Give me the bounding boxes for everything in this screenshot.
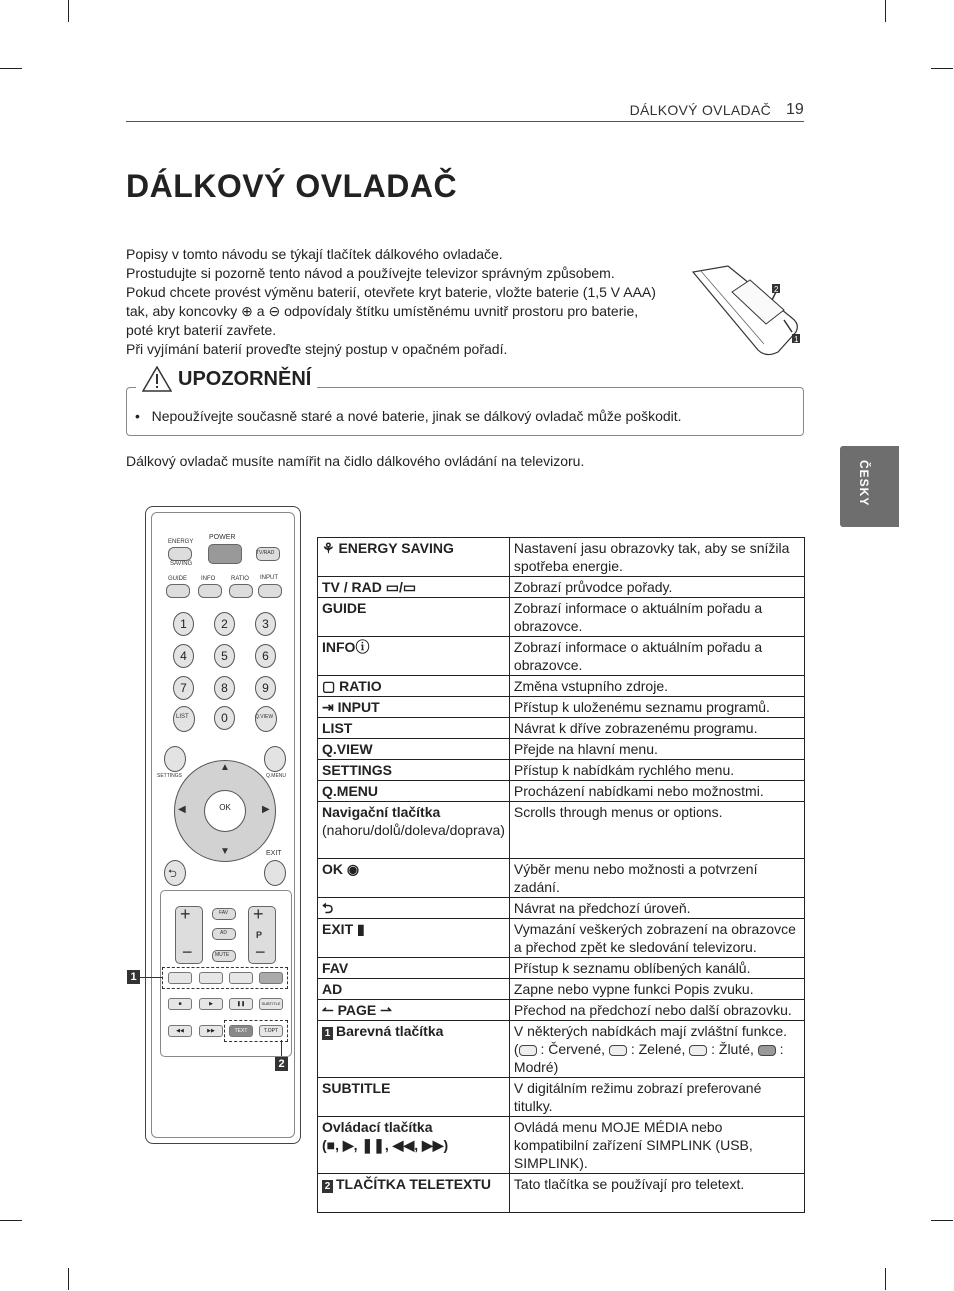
callout-badge: 2 bbox=[322, 1180, 333, 1193]
input-label: INPUT bbox=[260, 575, 278, 581]
mute-label: MUTE bbox=[215, 952, 230, 958]
page-number: 19 bbox=[786, 101, 804, 118]
table-row bbox=[318, 538, 805, 577]
settings-button bbox=[164, 746, 186, 772]
button-description: Přechod na předchozí nebo další obrazovku. bbox=[509, 1000, 804, 1021]
crop-mark bbox=[885, 0, 886, 22]
back-icon: ⮌ bbox=[168, 868, 177, 880]
crop-mark bbox=[931, 68, 953, 69]
info-icon: ⓘ bbox=[355, 639, 370, 655]
running-header: DÁLKOVÝ OVLADAČ bbox=[629, 102, 771, 118]
button-description: Přejde na hlavní menu. bbox=[509, 739, 804, 760]
intro-line: Při vyjímání baterií proveďte stejný postup v opačném pořadí. bbox=[126, 341, 508, 357]
button-name: OK ◉ bbox=[318, 859, 510, 898]
button-name: Q.MENU bbox=[318, 781, 510, 802]
digit-button: 7 bbox=[173, 676, 194, 700]
input-icon: ⇥ bbox=[322, 699, 338, 715]
tv-rad-label: TV/RAD bbox=[256, 550, 275, 556]
power-label: POWER bbox=[209, 534, 236, 541]
fast-forward-button: ▶▶ bbox=[199, 1025, 223, 1037]
volume-minus-icon: − bbox=[182, 942, 193, 962]
button-description: Zobrazí průvodce pořady. bbox=[509, 577, 804, 598]
crop-mark bbox=[885, 1268, 886, 1290]
button-name: GUIDE bbox=[318, 598, 510, 637]
language-tab bbox=[840, 446, 899, 527]
aim-instruction: Dálkový ovladač musíte namířit na čidlo dálkového ovládání na televizoru. bbox=[126, 453, 585, 469]
button-description: Tato tlačítka se používají pro teletext. bbox=[509, 1174, 804, 1213]
header-rule bbox=[126, 121, 804, 122]
button-name: SUBTITLE bbox=[318, 1078, 510, 1117]
button-description: Vymazání veškerých zobrazení na obrazovce a přechod zpět ke sledování televizoru. bbox=[509, 919, 804, 958]
svg-text:1: 1 bbox=[794, 335, 799, 344]
button-name: Navigační tlačítka (nahoru/dolů/doleva/doprava) bbox=[318, 802, 510, 859]
down-arrow-icon: ▼ bbox=[220, 846, 230, 857]
text-button: TEXT bbox=[229, 1025, 253, 1037]
button-name: INFOⓘ bbox=[318, 637, 510, 676]
ad-label: AD bbox=[220, 930, 227, 936]
page-left-icon: ↼ bbox=[322, 1002, 338, 1018]
intro-text bbox=[126, 245, 686, 359]
table-row bbox=[318, 637, 805, 676]
crop-mark bbox=[0, 68, 22, 69]
saving-label: SAVING bbox=[170, 561, 193, 567]
table-row bbox=[318, 739, 805, 760]
energy-saving-button bbox=[168, 547, 192, 561]
color-legend: ( : Červené, : Zelené, : Žluté, : Modré) bbox=[513, 1041, 784, 1075]
digit-button: 0 bbox=[214, 706, 235, 730]
ok-label: OK bbox=[219, 803, 231, 812]
caution-text: Nepoužívejte současně staré a nové baterie, jinak se dálkový ovladač může poškodit. bbox=[151, 408, 682, 424]
svg-text:2: 2 bbox=[774, 285, 779, 294]
table-row bbox=[318, 898, 805, 919]
intro-line: tak, aby koncovky ⊕ a ⊖ odpovídaly štítku umístěnému uvnitř prostoru pro baterie, bbox=[126, 303, 639, 319]
digit-button: 3 bbox=[255, 612, 276, 636]
digit-button: 6 bbox=[255, 644, 276, 668]
exit-icon: ▮ bbox=[357, 921, 365, 937]
caution-heading bbox=[136, 366, 317, 392]
button-name: EXIT ▮ bbox=[318, 919, 510, 958]
channel-minus-icon: − bbox=[255, 942, 266, 962]
ok-dot-icon: ◉ bbox=[346, 861, 360, 877]
button-description: Procházení nabídkami nebo možnostmi. bbox=[509, 781, 804, 802]
crop-mark bbox=[931, 1220, 953, 1221]
button-description: Návrat k dříve zobrazenému programu. bbox=[509, 718, 804, 739]
button-name: ⚘ ENERGY SAVING bbox=[318, 538, 510, 577]
language-tab-label: ČESKY bbox=[857, 460, 871, 507]
table-row bbox=[318, 781, 805, 802]
ok-button bbox=[204, 790, 246, 832]
stop-button: ■ bbox=[168, 998, 192, 1010]
callout-1: 1 bbox=[127, 970, 140, 984]
topt-button: T.OPT bbox=[259, 1025, 283, 1037]
button-name: ↼ PAGE ⇀ bbox=[318, 1000, 510, 1021]
table-row bbox=[318, 802, 805, 859]
channel-p-label: P bbox=[256, 930, 263, 940]
button-description: Zobrazí informace o aktuálním pořadu a obrazovce. bbox=[509, 637, 804, 676]
table-row bbox=[318, 859, 805, 898]
digit-button: 4 bbox=[173, 644, 194, 668]
button-description: Zobrazí informace o aktuálním pořadu a obrazovce. bbox=[509, 598, 804, 637]
caution-title: UPOZORNĚNÍ bbox=[178, 367, 312, 390]
button-name: SETTINGS bbox=[318, 760, 510, 781]
table-row bbox=[318, 919, 805, 958]
button-name: AD bbox=[318, 979, 510, 1000]
back-icon: ⮌ bbox=[322, 900, 334, 916]
table-row bbox=[318, 718, 805, 739]
input-button bbox=[258, 584, 282, 598]
energy-icon: ⚘ bbox=[322, 540, 339, 556]
button-name: 1 Barevná tlačítka bbox=[318, 1021, 510, 1078]
energy-label: ENERGY bbox=[168, 539, 194, 545]
right-arrow-icon: ▶ bbox=[262, 804, 270, 815]
digit-button: 8 bbox=[214, 676, 235, 700]
intro-line: Popisy v tomto návodu se týkají tlačítek dálkového ovladače. bbox=[126, 246, 503, 262]
play-button: ▶ bbox=[199, 998, 223, 1010]
button-description: Přístup k uloženému seznamu programů. bbox=[509, 697, 804, 718]
callout-2-leader bbox=[281, 1040, 282, 1056]
button-description-table bbox=[317, 537, 805, 1213]
button-name: 2 TLAČÍTKA TELETEXTU bbox=[318, 1174, 510, 1213]
table-row bbox=[318, 979, 805, 1000]
info-label: INFO bbox=[201, 576, 216, 582]
table-row bbox=[318, 1000, 805, 1021]
rewind-button: ◀◀ bbox=[168, 1025, 192, 1037]
callout-2: 2 bbox=[275, 1057, 288, 1071]
up-arrow-icon: ▲ bbox=[220, 762, 230, 773]
exit-label: EXIT bbox=[266, 850, 282, 857]
table-row bbox=[318, 1078, 805, 1117]
left-arrow-icon: ◀ bbox=[178, 804, 186, 815]
page-title: DÁLKOVÝ OVLADAČ bbox=[126, 168, 458, 204]
digit-button: 1 bbox=[173, 612, 194, 636]
power-button bbox=[208, 544, 242, 564]
pause-button: ❚❚ bbox=[229, 998, 253, 1010]
button-description: V některých nabídkách mají zvláštní funkce. ( : Červené, : Zelené, : Žluté, : Modré) bbox=[509, 1021, 804, 1078]
ratio-button bbox=[229, 584, 253, 598]
green-button bbox=[199, 972, 223, 984]
red-key-icon bbox=[519, 1045, 537, 1056]
qview-label: Q.VIEW bbox=[255, 714, 274, 720]
fav-label: FAV bbox=[219, 910, 229, 916]
callout-1-leader bbox=[140, 977, 162, 978]
green-key-icon bbox=[609, 1045, 627, 1056]
button-description: V digitálním režimu zobrazí preferované titulky. bbox=[509, 1078, 804, 1117]
table-row bbox=[318, 1021, 805, 1078]
exit-button bbox=[264, 860, 286, 886]
qmenu-label: Q.MENU bbox=[266, 773, 286, 779]
button-description: Zapne nebo vypne funkci Popis zvuku. bbox=[509, 979, 804, 1000]
callout-badge: 1 bbox=[322, 1027, 333, 1040]
button-description: Přístup k seznamu oblíbených kanálů. bbox=[509, 958, 804, 979]
button-name: ▢ RATIO bbox=[318, 676, 510, 697]
tv-rad-icon: ▭/▭ bbox=[385, 579, 417, 595]
button-name: Ovládací tlačítka (■, ▶, ❚❚, ◀◀, ▶▶) bbox=[318, 1117, 510, 1174]
blue-key-icon bbox=[758, 1045, 776, 1056]
battery-cover-illustration bbox=[688, 262, 808, 362]
warning-triangle-icon bbox=[142, 366, 172, 392]
button-name: FAV bbox=[318, 958, 510, 979]
info-button bbox=[198, 584, 222, 598]
page-right-icon: ⇀ bbox=[376, 1002, 392, 1018]
qmenu-button bbox=[264, 746, 286, 772]
red-button bbox=[168, 972, 192, 984]
button-name: ⇥ INPUT bbox=[318, 697, 510, 718]
guide-label: GUIDE bbox=[168, 576, 188, 582]
button-description: Návrat na předchozí úroveň. bbox=[509, 898, 804, 919]
button-description: Změna vstupního zdroje. bbox=[509, 676, 804, 697]
table-row bbox=[318, 577, 805, 598]
button-description: Přístup k nabídkám rychlého menu. bbox=[509, 760, 804, 781]
caution-bullet: • Nepoužívejte současně staré a nové baterie, jinak se dálkový ovladač může poškodit. bbox=[135, 408, 682, 424]
button-name: TV / RAD ▭/▭ bbox=[318, 577, 510, 598]
table-row bbox=[318, 958, 805, 979]
table-row bbox=[318, 598, 805, 637]
list-label: LIST bbox=[176, 714, 189, 720]
crop-mark bbox=[68, 1268, 69, 1290]
channel-plus-icon: + bbox=[253, 904, 264, 924]
crop-mark bbox=[0, 1220, 22, 1221]
digit-button: 9 bbox=[255, 676, 276, 700]
table-row bbox=[318, 1174, 805, 1213]
settings-label: SETTINGS bbox=[157, 773, 183, 779]
button-name bbox=[318, 898, 510, 919]
table-row bbox=[318, 676, 805, 697]
ratio-label: RATIO bbox=[231, 576, 249, 582]
subtitle-button: SUBTITLE bbox=[259, 998, 283, 1010]
button-description: Scrolls through menus or options. bbox=[509, 802, 804, 859]
button-name: Q.VIEW bbox=[318, 739, 510, 760]
ratio-icon: ▢ bbox=[322, 678, 340, 694]
digit-button: 2 bbox=[214, 612, 235, 636]
intro-line: poté kryt baterií zavřete. bbox=[126, 322, 277, 338]
guide-button bbox=[166, 584, 190, 598]
yellow-button bbox=[229, 972, 253, 984]
button-description: Nastavení jasu obrazovky tak, aby se snížila spotřeba energie. bbox=[509, 538, 804, 577]
blue-button bbox=[259, 972, 283, 984]
table-row bbox=[318, 697, 805, 718]
intro-line: Pokud chcete provést výměnu baterií, otevřete kryt baterie, vložte baterie (1,5 V AAA) bbox=[126, 284, 656, 300]
yellow-key-icon bbox=[689, 1045, 707, 1056]
intro-line: Prostudujte si pozorně tento návod a používejte televizor správným způsobem. bbox=[126, 265, 615, 281]
table-row bbox=[318, 760, 805, 781]
digit-button: 5 bbox=[214, 644, 235, 668]
button-description: Výběr menu nebo možnosti a potvrzení zadání. bbox=[509, 859, 804, 898]
table-row bbox=[318, 1117, 805, 1174]
crop-mark bbox=[68, 0, 69, 22]
button-name: LIST bbox=[318, 718, 510, 739]
button-description: Ovládá menu MOJE MÉDIA nebo kompatibilní zařízení SIMPLINK (USB, SIMPLINK). bbox=[509, 1117, 804, 1174]
volume-plus-icon: + bbox=[180, 904, 191, 924]
